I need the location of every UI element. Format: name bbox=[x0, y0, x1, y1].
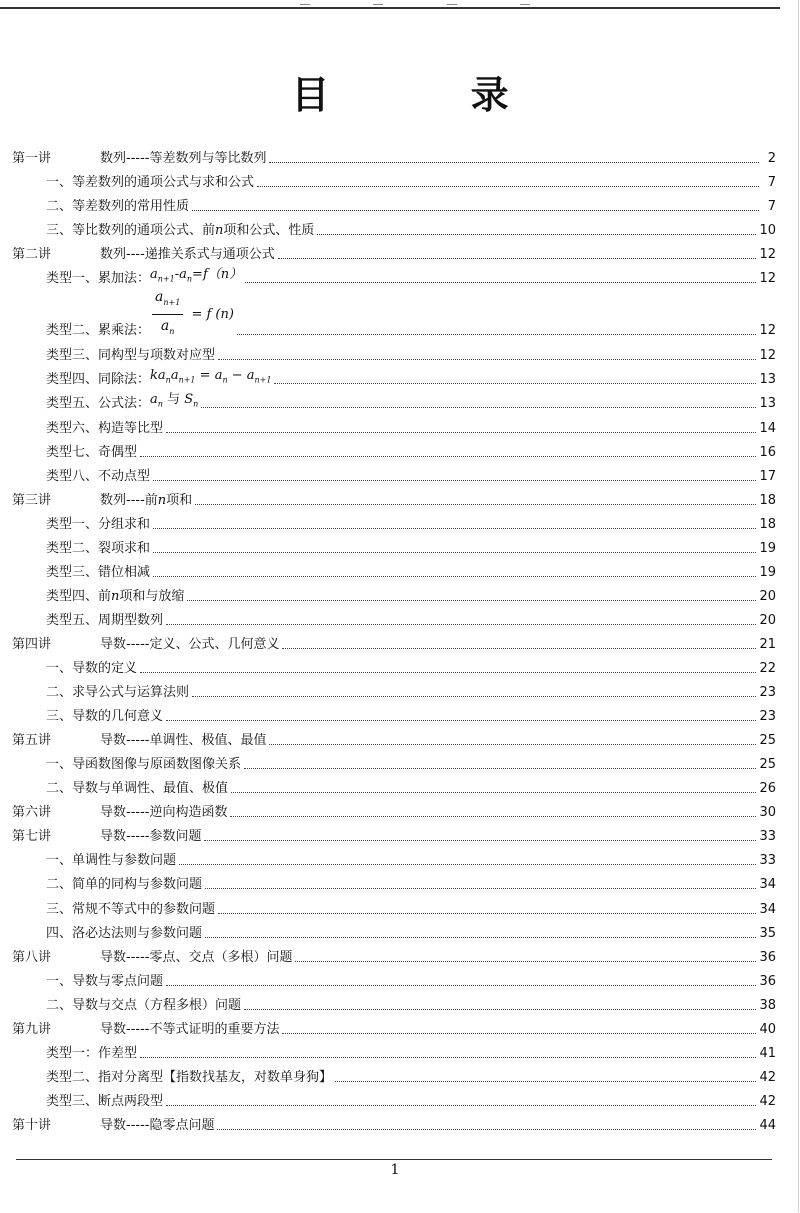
toc-entry-title: 一、导数的定义 bbox=[46, 661, 138, 676]
toc-page-number: 42 bbox=[759, 1093, 776, 1109]
toc-chapter-label: 第八讲 bbox=[12, 949, 52, 965]
toc-page-number: 36 bbox=[759, 973, 776, 989]
toc-entry-title: 导数-----零点、交点（多根）问题 bbox=[100, 949, 293, 965]
toc-page-number: 12 bbox=[759, 247, 776, 263]
toc-leader-dots bbox=[257, 185, 759, 187]
toc-entry-title: 类型二、指对分离型【指数找基友，对数单身狗】 bbox=[46, 1069, 333, 1085]
toc-leader-dots bbox=[187, 599, 756, 601]
toc-chapter-label: 第六讲 bbox=[12, 805, 52, 821]
toc-leader-dots bbox=[140, 455, 756, 457]
toc-page-number: 21 bbox=[759, 636, 776, 652]
toc-entry-title: 数列----递推关系式与通项公式 bbox=[100, 247, 275, 263]
toc-leader-dots bbox=[269, 161, 759, 163]
toc-chapter-label: 第三讲 bbox=[12, 492, 52, 508]
toc-chapter-entry bbox=[12, 143, 776, 167]
toc-entry-title: 二、导数与单调性、最值、极值 bbox=[46, 781, 229, 797]
toc-leader-dots bbox=[218, 912, 756, 914]
toc-leader-dots bbox=[153, 575, 756, 577]
toc-entry-text bbox=[12, 175, 254, 191]
toc-leader-dots bbox=[335, 1080, 756, 1082]
toc-entry-title: 类型六、构造等比型 bbox=[46, 420, 164, 436]
toc-leader-dots bbox=[282, 647, 756, 649]
toc-entry-text bbox=[12, 348, 215, 364]
toc-entry-text bbox=[12, 1094, 163, 1110]
toc-section-entry bbox=[12, 413, 776, 437]
toc-section-entry bbox=[12, 990, 776, 1014]
toc-page-number: 35 bbox=[759, 925, 776, 941]
toc-chapter-entry bbox=[12, 485, 776, 509]
toc-page-number: 22 bbox=[759, 661, 776, 676]
toc-chapter-label: 第四讲 bbox=[12, 636, 52, 652]
toc-section-entry bbox=[12, 966, 776, 990]
toc-section-entry bbox=[12, 437, 776, 461]
toc-page-number: 34 bbox=[759, 877, 776, 893]
toc-leader-dots bbox=[166, 623, 756, 625]
toc-entry-title: 一、等差数列的通项公式与求和公式 bbox=[46, 175, 255, 191]
toc-leader-dots bbox=[192, 695, 756, 697]
toc-entry-text bbox=[12, 853, 176, 869]
toc-page-number: 23 bbox=[759, 709, 776, 725]
toc-entry-text bbox=[12, 392, 198, 413]
toc-entry-text bbox=[12, 709, 163, 725]
toc-entry-text bbox=[12, 1118, 214, 1134]
toc-entry-text bbox=[12, 199, 189, 215]
toc-chapter-entry bbox=[12, 629, 776, 653]
toc-entry-title: 导数-----不等式证明的重要方法 bbox=[100, 1021, 280, 1037]
toc-leader-dots bbox=[244, 767, 756, 769]
toc-entry-text bbox=[12, 685, 189, 701]
toc-chapter-label: 第十讲 bbox=[12, 1117, 52, 1133]
toc-entry-title: 类型二、累乘法： bbox=[46, 323, 151, 339]
toc-entry-title: 三、导数的几何意义 bbox=[46, 709, 164, 725]
toc-entry-title: 类型五、周期型数列 bbox=[46, 612, 164, 628]
toc-section-entry bbox=[12, 191, 776, 215]
toc-section-entry bbox=[12, 773, 776, 797]
toc-chapter-entry bbox=[12, 797, 776, 821]
header-marks bbox=[300, 0, 530, 6]
toc-entry-text bbox=[12, 613, 163, 629]
toc-entry-text bbox=[12, 805, 227, 821]
toc-leader-dots bbox=[192, 209, 759, 211]
toc-entry-text bbox=[12, 247, 275, 263]
toc-chapter-entry bbox=[12, 725, 776, 749]
toc-page-number: 19 bbox=[759, 540, 776, 556]
toc-entry-text bbox=[12, 421, 163, 437]
toc-section-entry bbox=[12, 340, 776, 364]
toc-title-part: 项和公式、性质 bbox=[223, 223, 315, 239]
toc-entry-title: 类型三、错位相减 bbox=[46, 564, 151, 580]
toc-entry-text bbox=[12, 289, 234, 340]
toc-leader-dots bbox=[237, 333, 757, 335]
toc-page-number: 10 bbox=[759, 223, 776, 239]
header-rule bbox=[0, 7, 780, 9]
toc-leader-dots bbox=[195, 503, 756, 505]
toc-section-entry bbox=[12, 653, 776, 677]
toc-leader-dots bbox=[166, 719, 756, 721]
toc-entry-title: 二、求导公式与运算法则 bbox=[46, 685, 190, 701]
toc-page-number: 18 bbox=[759, 516, 776, 532]
toc-leader-dots bbox=[153, 527, 756, 529]
toc-page-number: 36 bbox=[759, 949, 776, 965]
toc-entry-text bbox=[12, 829, 201, 845]
toc-entry-title: 类型一、分组求和 bbox=[46, 516, 151, 532]
toc-page-number: 42 bbox=[759, 1069, 776, 1085]
toc-entry-title: 导数-----参数问题 bbox=[100, 829, 202, 845]
toc-leader-dots bbox=[153, 551, 756, 553]
toc-leader-dots bbox=[278, 257, 757, 259]
toc-entry-title: 一、单调性与参数问题 bbox=[46, 853, 177, 869]
toc-entry-text bbox=[12, 469, 150, 485]
toc-entry-title: 二、等差数列的常用性质 bbox=[46, 199, 190, 215]
toc-leader-dots bbox=[274, 382, 756, 384]
toc-formula: $ka_na_{n+1} = a_n - a_{n+1}$ bbox=[150, 367, 272, 385]
toc-page-number: 20 bbox=[759, 588, 776, 604]
toc-entry-title: 数列-----等差数列与等比数列 bbox=[100, 151, 267, 166]
toc-page-number: 25 bbox=[759, 757, 776, 773]
toc-page-number: 19 bbox=[759, 564, 776, 580]
toc-entry-title: 类型七、奇偶型 bbox=[46, 444, 138, 460]
toc-leader-dots bbox=[245, 281, 756, 283]
toc-section-entry bbox=[12, 263, 776, 287]
toc-entry-title: 类型三、断点两段型 bbox=[46, 1093, 164, 1109]
toc-chapter-entry bbox=[12, 821, 776, 845]
toc-title-part: 三、等比数列的通项公式、前 bbox=[46, 223, 216, 239]
toc-section-entry bbox=[12, 1086, 776, 1110]
page-number: 1 bbox=[390, 1162, 400, 1178]
toc-page-number: 12 bbox=[759, 271, 776, 287]
toc-entry-title: 三、常规不等式中的参数问题 bbox=[46, 901, 216, 917]
toc-section-entry bbox=[12, 215, 776, 239]
toc-entry-text bbox=[12, 1022, 279, 1038]
toc-entry-text bbox=[12, 493, 192, 509]
toc-entry-title: 一、导数与零点问题 bbox=[46, 973, 164, 989]
toc-entry-text bbox=[12, 998, 241, 1014]
toc-section-entry bbox=[12, 605, 776, 629]
toc-page-number: 26 bbox=[759, 781, 776, 797]
toc-page-number: 41 bbox=[759, 1045, 776, 1061]
toc-entry-title: 导数-----隐零点问题 bbox=[100, 1117, 215, 1133]
toc-section-entry bbox=[12, 287, 776, 339]
toc-title-part: 数列----前 bbox=[100, 492, 158, 508]
toc-entry-title: 导数-----定义、公式、几何意义 bbox=[100, 636, 280, 652]
toc-math-var: n bbox=[215, 223, 224, 239]
toc-section-entry bbox=[12, 677, 776, 701]
toc-section-entry bbox=[12, 869, 776, 893]
toc-entry-text bbox=[12, 368, 271, 389]
toc-entry-title: 二、简单的同构与参数问题 bbox=[46, 877, 203, 893]
toc-chapter-label: 第一讲 bbox=[12, 151, 52, 166]
toc-entry-text bbox=[12, 877, 202, 893]
toc-page-number: 16 bbox=[759, 444, 776, 460]
footer-rule bbox=[16, 1159, 772, 1160]
toc-entry-title: 二、导数与交点（方程多根）问题 bbox=[46, 997, 242, 1013]
toc-section-entry bbox=[12, 167, 776, 191]
toc-section-entry bbox=[12, 845, 776, 869]
toc-math-var: n bbox=[157, 492, 167, 508]
toc-entry-text bbox=[12, 902, 215, 918]
toc-entry-title: 类型一：作差型 bbox=[46, 1045, 138, 1061]
toc-entry-text bbox=[12, 661, 137, 677]
toc-leader-dots bbox=[205, 887, 756, 889]
toc-chapter-entry bbox=[12, 1110, 776, 1134]
toc-entry-title: 导数-----单调性、极值、最值 bbox=[100, 733, 267, 749]
toc-entry-title: 一、导函数图像与原函数图像关系 bbox=[46, 757, 242, 773]
toc-section-entry bbox=[12, 894, 776, 918]
toc-entry-text bbox=[12, 926, 202, 942]
toc-page-number: 7 bbox=[767, 175, 776, 191]
toc-page-number: 23 bbox=[759, 685, 776, 701]
toc-section-entry bbox=[12, 581, 776, 605]
toc-section-entry bbox=[12, 1038, 776, 1062]
toc-entry-title: 四、洛必达法则与参数问题 bbox=[46, 925, 203, 941]
toc-leader-dots bbox=[140, 671, 756, 673]
toc-entry-text bbox=[12, 565, 150, 581]
toc-chapter-label: 第七讲 bbox=[12, 829, 52, 845]
toc-entry-text bbox=[12, 1070, 332, 1086]
toc-entry-title: 类型八、不动点型 bbox=[46, 468, 151, 484]
toc-page-number: 30 bbox=[759, 805, 776, 821]
toc-entry-title: 类型五、公式法： bbox=[46, 396, 151, 412]
toc-page-number: 7 bbox=[767, 199, 776, 215]
toc-leader-dots bbox=[140, 1056, 756, 1058]
toc-math-var: n bbox=[111, 588, 120, 604]
toc-page-number: 33 bbox=[759, 829, 776, 845]
toc-leader-dots bbox=[205, 936, 756, 938]
toc-entry-title: 类型一、累加法： bbox=[46, 271, 151, 287]
toc-leader-dots bbox=[244, 1008, 756, 1010]
toc-chapter-label: 第五讲 bbox=[12, 733, 52, 749]
toc-formula: $a_{n+1}-a_n=f(n)$ bbox=[150, 266, 243, 284]
toc-section-entry bbox=[12, 388, 776, 412]
toc-entry-text bbox=[12, 637, 279, 653]
toc-page-number: 13 bbox=[759, 396, 776, 412]
toc-leader-dots bbox=[166, 984, 756, 986]
toc-section-entry bbox=[12, 509, 776, 533]
toc-title-part: 项和与放缩 bbox=[119, 588, 185, 604]
toc-leader-dots bbox=[153, 479, 756, 481]
toc-entry-text bbox=[12, 151, 266, 167]
toc-entry-text bbox=[12, 757, 241, 773]
toc-leader-dots bbox=[295, 960, 756, 962]
toc-leader-dots bbox=[218, 358, 756, 360]
toc-section-entry bbox=[12, 1062, 776, 1086]
toc-page-number: 25 bbox=[759, 733, 776, 749]
toc-section-entry bbox=[12, 364, 776, 388]
toc-entry-text bbox=[12, 517, 150, 533]
toc-page-number: 20 bbox=[759, 612, 776, 628]
toc-page-number: 13 bbox=[759, 372, 776, 388]
toc-chapter-entry bbox=[12, 239, 776, 263]
toc-page-number: 12 bbox=[759, 323, 776, 339]
toc-leader-dots bbox=[317, 233, 756, 235]
toc-section-entry bbox=[12, 918, 776, 942]
toc-leader-dots bbox=[269, 743, 756, 745]
toc-entry-title: 导数-----逆向构造函数 bbox=[100, 805, 228, 821]
toc-chapter-label: 第九讲 bbox=[12, 1021, 52, 1037]
toc-section-entry bbox=[12, 749, 776, 773]
toc-leader-dots bbox=[204, 839, 756, 841]
toc-leader-dots bbox=[166, 431, 756, 433]
toc-page-number: 34 bbox=[759, 901, 776, 917]
toc-page-number: 14 bbox=[759, 420, 776, 436]
toc-leader-dots bbox=[282, 1032, 756, 1034]
toc-leader-dots bbox=[201, 406, 756, 408]
toc-entry-text bbox=[12, 445, 137, 461]
toc-page-number: 44 bbox=[759, 1117, 776, 1133]
toc-entry-text bbox=[12, 589, 184, 605]
toc-section-entry bbox=[12, 701, 776, 725]
toc-section-entry bbox=[12, 461, 776, 485]
toc-entry-text bbox=[12, 223, 314, 239]
toc-page-number: 40 bbox=[759, 1021, 776, 1037]
toc-title-part: 类型四、前 bbox=[46, 588, 112, 604]
toc-entry-text bbox=[12, 950, 292, 966]
toc-title-part: 项和 bbox=[166, 492, 193, 508]
toc-entry-text bbox=[12, 974, 163, 990]
toc-page-number: 33 bbox=[759, 853, 776, 869]
toc-chapter-label: 第二讲 bbox=[12, 247, 52, 263]
toc-chapter-entry bbox=[12, 1014, 776, 1038]
toc-entry-text bbox=[12, 1046, 137, 1062]
toc-entry-text bbox=[12, 267, 242, 288]
toc-entry-text bbox=[12, 733, 266, 749]
toc-entry-text bbox=[12, 781, 228, 797]
toc-entry-title: 类型四、同除法： bbox=[46, 372, 151, 388]
toc-page-number: 38 bbox=[759, 997, 776, 1013]
toc-leader-dots bbox=[230, 815, 756, 817]
toc-leader-dots bbox=[166, 1104, 756, 1106]
toc-section-entry bbox=[12, 557, 776, 581]
toc-leader-dots bbox=[217, 1128, 756, 1130]
toc-formula: $\frac{a_{n+1}}{a_n}$ = f (n) bbox=[150, 289, 234, 340]
toc-entry-title: 类型二、裂项求和 bbox=[46, 540, 151, 556]
toc-page-number: 17 bbox=[759, 468, 776, 484]
toc-leader-dots bbox=[231, 791, 756, 793]
toc-entry-text bbox=[12, 541, 150, 557]
toc-page-number: 12 bbox=[759, 348, 776, 364]
toc-page-number: 18 bbox=[759, 492, 776, 508]
toc-leader-dots bbox=[179, 863, 756, 865]
toc-entry-title: 类型三、同构型与项数对应型 bbox=[46, 348, 216, 364]
toc-page-number: 2 bbox=[767, 151, 776, 166]
toc-chapter-entry bbox=[12, 942, 776, 966]
toc-formula: $a_n$ 与 $S_n$ bbox=[150, 391, 199, 409]
toc-title: 目 录 bbox=[291, 73, 573, 117]
toc-section-entry bbox=[12, 533, 776, 557]
